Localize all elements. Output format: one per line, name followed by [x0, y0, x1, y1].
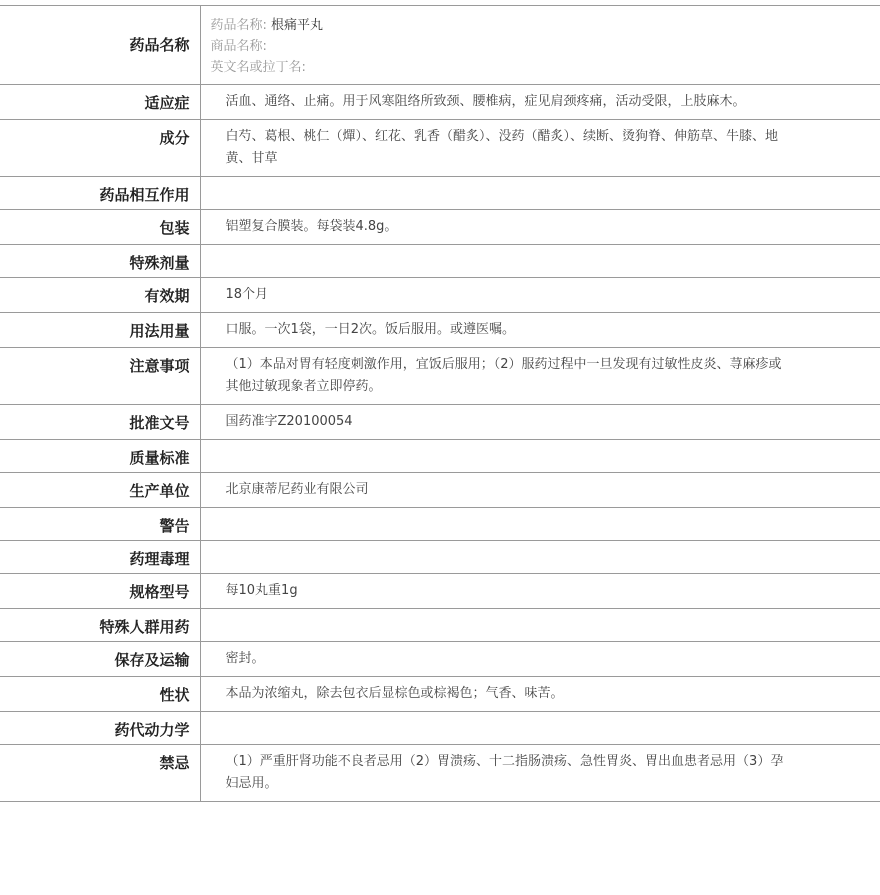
- drug-info-table: [0, 5, 880, 802]
- row-special-dosage: [0, 245, 880, 278]
- drug-name-cell: [200, 6, 880, 85]
- row-label: 有效期: [0, 278, 200, 313]
- generic-name-key: 药品名称:: [210, 18, 267, 33]
- row-value: 白芍、葛根、桃仁（燀）、红花、乳香（醋炙）、没药（醋炙）、续断、烫狗脊、伸筋草、牛膝、地黄、甘草: [200, 120, 880, 177]
- row-value: [200, 177, 880, 210]
- row-value: [200, 541, 880, 574]
- row-value: 北京康蒂尼药业有限公司: [200, 473, 880, 508]
- row-value: [200, 712, 880, 745]
- row-pharmacology: [0, 541, 880, 574]
- row-label: 警告: [0, 508, 200, 541]
- row-value: 活血、通络、止痛。用于风寒阻络所致颈、腰椎病，症见肩颈疼痛，活动受限，上肢麻木。: [200, 85, 880, 120]
- row-indications: [0, 85, 880, 120]
- row-value: 密封。: [200, 642, 880, 677]
- row-packaging: [0, 210, 880, 245]
- row-value: [200, 440, 880, 473]
- row-label: 批准文号: [0, 405, 200, 440]
- row-contraindications: [0, 745, 880, 802]
- row-value: 口服。一次1袋，一日2次。饭后服用。或遵医嘱。: [200, 313, 880, 348]
- row-label: 禁忌: [0, 745, 200, 802]
- generic-name-value: 根痛平丸: [271, 18, 324, 33]
- row-value: [200, 508, 880, 541]
- row-drug-name: [0, 6, 880, 85]
- row-value: 每10丸重1g: [200, 574, 880, 609]
- row-label: 注意事项: [0, 348, 200, 405]
- row-label: 成分: [0, 120, 200, 177]
- row-quality-standard: [0, 440, 880, 473]
- row-value: 本品为浓缩丸，除去包衣后显棕色或棕褐色；气香、味苦。: [200, 677, 880, 712]
- row-dosage: [0, 313, 880, 348]
- row-label: 药理毒理: [0, 541, 200, 574]
- generic-name-line: [211, 15, 871, 36]
- row-value: [200, 245, 880, 278]
- row-specification: [0, 574, 880, 609]
- row-label: 特殊剂量: [0, 245, 200, 278]
- drug-info-sheet: [0, 5, 880, 802]
- row-label: 适应症: [0, 85, 200, 120]
- row-approval-number: [0, 405, 880, 440]
- row-label: 规格型号: [0, 574, 200, 609]
- english-name-line: [211, 57, 871, 78]
- row-precautions: [0, 348, 880, 405]
- english-name-key: 英文名或拉丁名:: [210, 60, 306, 75]
- row-label: 质量标准: [0, 440, 200, 473]
- row-manufacturer: [0, 473, 880, 508]
- row-label: 生产单位: [0, 473, 200, 508]
- row-interactions: [0, 177, 880, 210]
- trade-name-key: 商品名称:: [210, 39, 267, 54]
- row-value: 国药准字Z20100054: [200, 405, 880, 440]
- row-ingredients: [0, 120, 880, 177]
- row-label: 药代动力学: [0, 712, 200, 745]
- row-value: 18个月: [200, 278, 880, 313]
- row-label: 保存及运输: [0, 642, 200, 677]
- row-label: 特殊人群用药: [0, 609, 200, 642]
- row-shelf-life: [0, 278, 880, 313]
- row-value: （1）严重肝肾功能不良者忌用（2）胃溃疡、十二指肠溃疡、急性胃炎、胃出血患者忌用（3）孕妇忌用。: [200, 745, 880, 802]
- row-special-populations: [0, 609, 880, 642]
- row-pharmacokinetics: [0, 712, 880, 745]
- row-value: （1）本品对胃有轻度刺激作用，宜饭后服用；（2）服药过程中一旦发现有过敏性皮炎、荨麻疹或其他过敏现象者立即停药。: [200, 348, 880, 405]
- row-value: 铝塑复合膜装。每袋装4.8g。: [200, 210, 880, 245]
- row-label: 药品相互作用: [0, 177, 200, 210]
- trade-name-line: [211, 36, 871, 57]
- row-label: 用法用量: [0, 313, 200, 348]
- row-label-drug-name: 药品名称: [0, 6, 200, 85]
- row-description: [0, 677, 880, 712]
- row-storage: [0, 642, 880, 677]
- row-label: 包装: [0, 210, 200, 245]
- row-value: [200, 609, 880, 642]
- row-warning: [0, 508, 880, 541]
- row-label: 性状: [0, 677, 200, 712]
